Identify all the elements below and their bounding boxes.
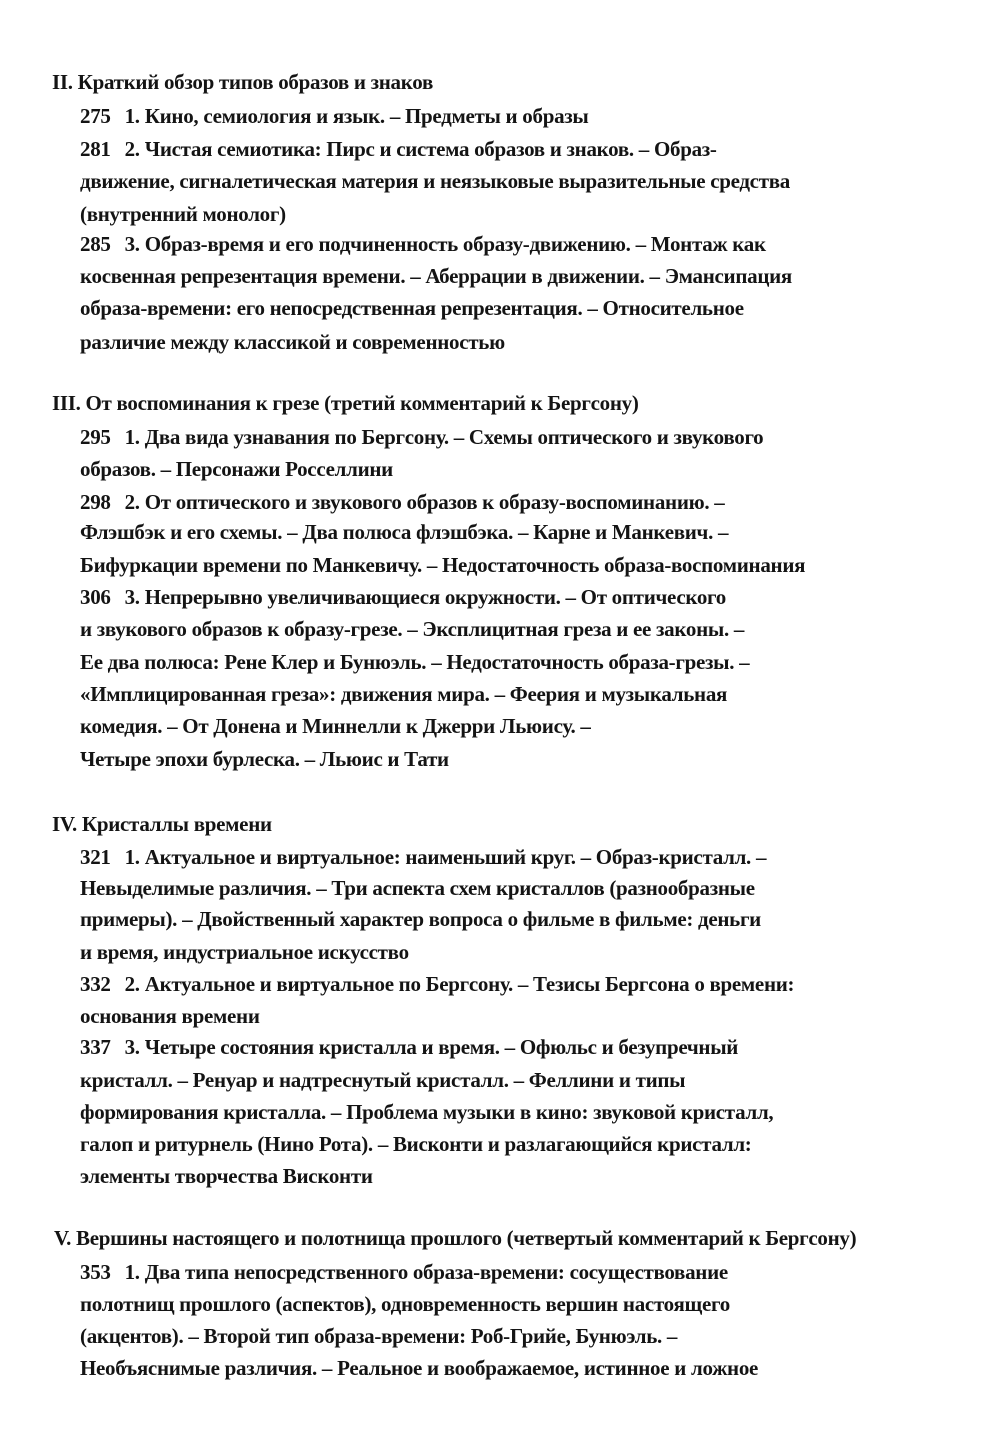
entry-text: примеры). – Двойственный характер вопроса о фильме в фильме: деньги (80, 907, 761, 931)
entry-text: Четыре эпохи бурлеска. – Льюис и Тати (80, 747, 449, 771)
entry-page-number: 275 (80, 104, 111, 128)
entry-page-number: 332 (80, 972, 111, 996)
entry-page-number: 285 (80, 232, 111, 256)
entry-text: галоп и ритурнель (Нино Рота). – Висконти и разлагающийся кристалл: (80, 1132, 752, 1156)
entry-text: 2. От оптического и звукового образов к образу-воспоминанию. – (124, 490, 725, 514)
entry-text: Флэшбэк и его схемы. – Два полюса флэшбэка. – Карне и Манкевич. – (80, 520, 729, 544)
entry-text: 3. Образ-время и его подчиненность образу-движению. – Монтаж как (124, 232, 766, 256)
toc-entry-line (80, 1035, 738, 1059)
toc-entry-line (80, 845, 766, 869)
entry-text: комедия. – От Донена и Миннелли к Джерри Льюису. – (80, 714, 591, 738)
entry-page-number: 337 (80, 1035, 111, 1059)
section-heading: IV. Кристаллы времени (52, 812, 272, 836)
entry-text: 1. Актуальное и виртуальное: наименьший круг. – Образ-кристалл. – (124, 845, 767, 869)
entry-page-number: 295 (80, 425, 111, 449)
toc-entry-line (80, 490, 724, 514)
entry-text: движение, сигналетическая материя и неязыковые выразительные средства (80, 169, 790, 193)
entry-page-number: 298 (80, 490, 111, 514)
entry-text: образов. – Персонажи Росселлини (80, 457, 393, 481)
entry-text: элементы творчества Висконти (80, 1164, 373, 1188)
entry-text: Невыделимые различия. – Три аспекта схем кристаллов (разнообразные (80, 876, 755, 900)
entry-text: 3. Четыре состояния кристалла и время. – Офюльс и безупречный (124, 1035, 739, 1059)
entry-text: и время, индустриальное искусство (80, 940, 409, 964)
section-heading: V. Вершины настоящего и полотнища прошлого (четвертый комментарий к Бергсону) (54, 1226, 857, 1250)
entry-text: 1. Кино, семиология и язык. – Предметы и образы (124, 104, 589, 128)
entry-text: Бифуркации времени по Манкевичу. – Недостаточность образа-воспоминания (80, 553, 806, 577)
entry-page-number: 321 (80, 845, 111, 869)
entry-text: 1. Два вида узнавания по Бергсону. – Схемы оптического и звукового (124, 425, 764, 449)
toc-entry-line (80, 425, 763, 449)
entry-text: (внутренний монолог) (80, 202, 286, 226)
entry-text: различие между классикой и современностью (80, 330, 505, 354)
entry-page-number: 281 (80, 137, 111, 161)
toc-entry-line (80, 137, 717, 161)
entry-text: основания времени (80, 1004, 260, 1028)
entry-text: 3. Непрерывно увеличивающиеся окружности. – От оптического (124, 585, 726, 609)
toc-entry-line (80, 1260, 728, 1284)
entry-text: 2. Актуальное и виртуальное по Бергсону. – Тезисы Бергсона о времени: (124, 972, 795, 996)
section-heading: III. От воспоминания к грезе (третий комментарий к Бергсону) (52, 391, 639, 415)
section-heading: II. Краткий обзор типов образов и знаков (52, 70, 433, 94)
toc-entry-line (80, 104, 589, 128)
entry-text: косвенная репрезентация времени. – Аберрации в движении. – Эмансипация (80, 264, 792, 288)
entry-text: 1. Два типа непосредственного образа-времени: сосуществование (124, 1260, 728, 1284)
entry-text: и звукового образов к образу-грезе. – Эксплицитная греза и ее законы. – (80, 617, 745, 641)
entry-text: кристалл. – Ренуар и надтреснутый кристалл. – Феллини и типы (80, 1068, 686, 1092)
entry-text: 2. Чистая семиотика: Пирс и система образов и знаков. – Образ- (124, 137, 717, 161)
entry-page-number: 306 (80, 585, 111, 609)
toc-entry-line (80, 232, 766, 256)
entry-text: Необъяснимые различия. – Реальное и воображаемое, истинное и ложное (80, 1356, 759, 1380)
entry-text: образа-времени: его непосредственная репрезентация. – Относительное (80, 296, 744, 320)
toc-entry-line (80, 585, 726, 609)
entry-text: полотнищ прошлого (аспектов), одновременность вершин настоящего (80, 1292, 730, 1316)
entry-text: «Имплицированная греза»: движения мира. – Феерия и музыкальная (80, 682, 728, 706)
toc-entry-line (80, 972, 794, 996)
entry-text: (акцентов). – Второй тип образа-времени: Роб-Грийе, Бунюэль. – (80, 1324, 678, 1348)
entry-page-number: 353 (80, 1260, 111, 1284)
entry-text: формирования кристалла. – Проблема музыки в кино: звуковой кристалл, (80, 1100, 774, 1124)
entry-text: Ее два полюса: Рене Клер и Бунюэль. – Недостаточность образа-грезы. – (80, 650, 750, 674)
